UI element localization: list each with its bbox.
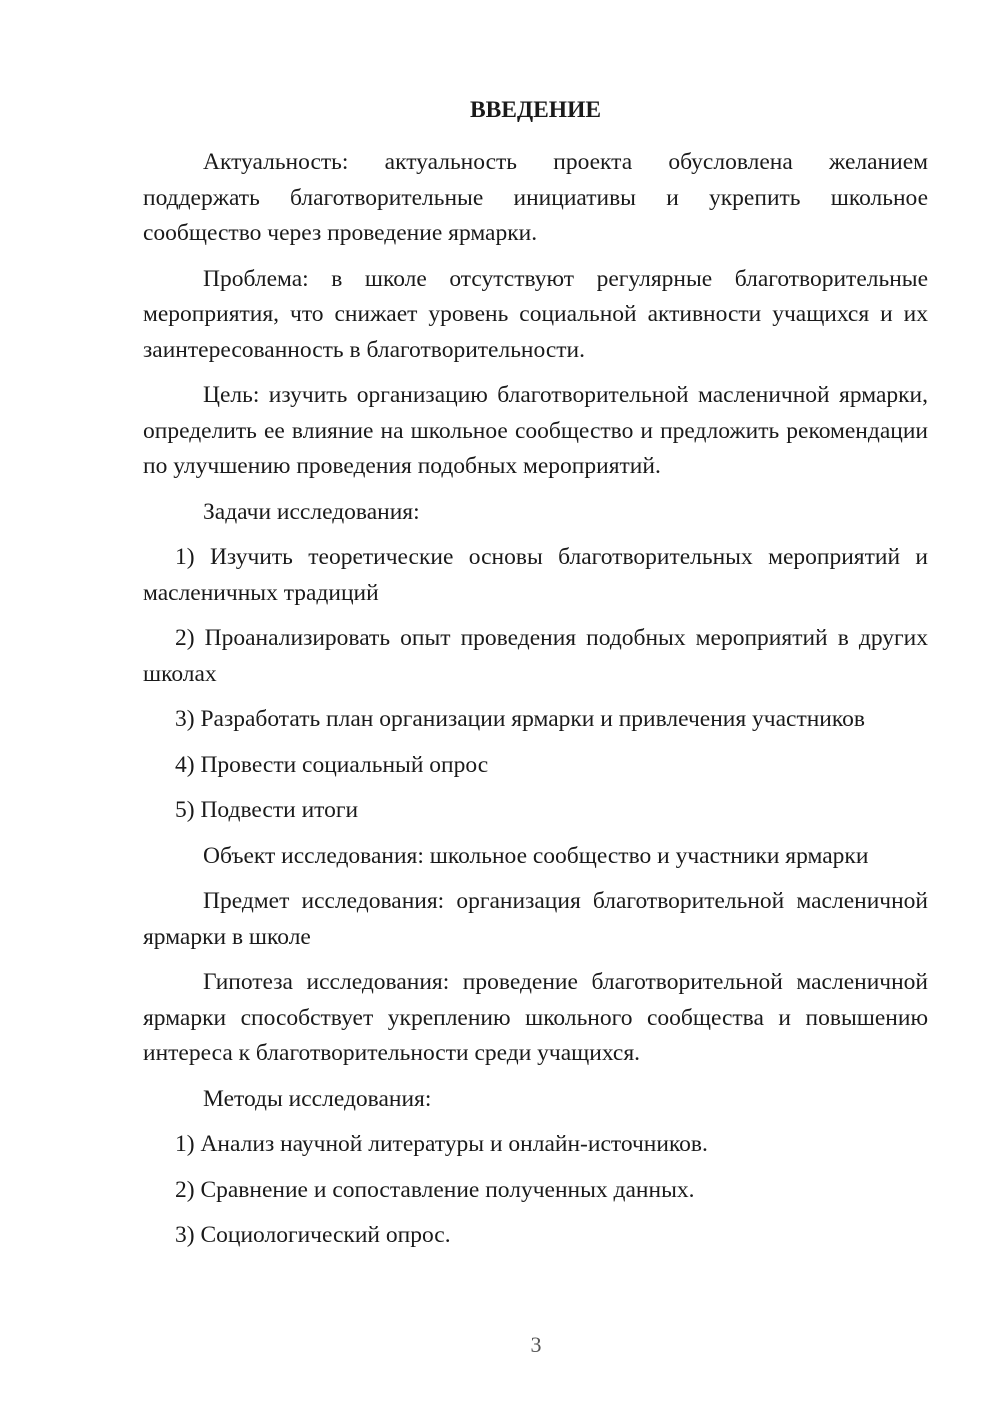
tasks-heading: Задачи исследования: — [203, 498, 420, 525]
task-item: 4) Провести социальный опрос — [175, 751, 489, 778]
page-content — [143, 93, 928, 1264]
task-item: 5) Подвести итоги — [175, 797, 359, 823]
page-title: ВВЕДЕНИЕ — [469, 97, 602, 123]
task-item: 1) Изучить теоретические основы благотворительных мероприятий и масленичных традиций — [143, 544, 928, 606]
subject-paragraph: Предмет исследования: организация благотворительной масленичной ярмарки в школе — [143, 888, 928, 950]
task-item: 2) Проанализировать опыт проведения подобных мероприятий в других школах — [143, 625, 928, 687]
methods-heading: Методы исследования: — [203, 1085, 432, 1112]
task-item: 3) Разработать план организации ярмарки и привлечения участников — [175, 706, 865, 732]
problem-paragraph: Проблема: в школе отсутствуют регулярные благотворительные мероприятия, что снижает уровень социальной активности учащихся и их заинтересованность в благотворительности. — [143, 265, 928, 363]
method-item: 2) Сравнение и сопоставление полученных данных. — [175, 1176, 695, 1203]
hypothesis-paragraph: Гипотеза исследования: проведение благотворительной масленичной ярмарки способствует укреплению школьного сообщества и повышению интереса к благотворительности среди учащихся. — [143, 969, 928, 1066]
method-item: 1) Анализ научной литературы и онлайн-источников. — [175, 1131, 708, 1157]
method-item: 3) Социологический опрос. — [175, 1222, 451, 1248]
page-number: 3 — [530, 1332, 542, 1357]
object-paragraph: Объект исследования: школьное сообщество и участники ярмарки — [203, 842, 869, 869]
relevance-paragraph: Актуальность: актуальность проекта обусловлена желанием поддержать благотворительные инициативы и укрепить школьное сообщество через проведение ярмарки. — [143, 149, 928, 246]
goal-paragraph: Цель: изучить организацию благотворительной масленичной ярмарки, определить ее влияние на школьное сообщество и предложить рекомендации по улучшению проведения подобных мероприятий. — [143, 382, 928, 479]
